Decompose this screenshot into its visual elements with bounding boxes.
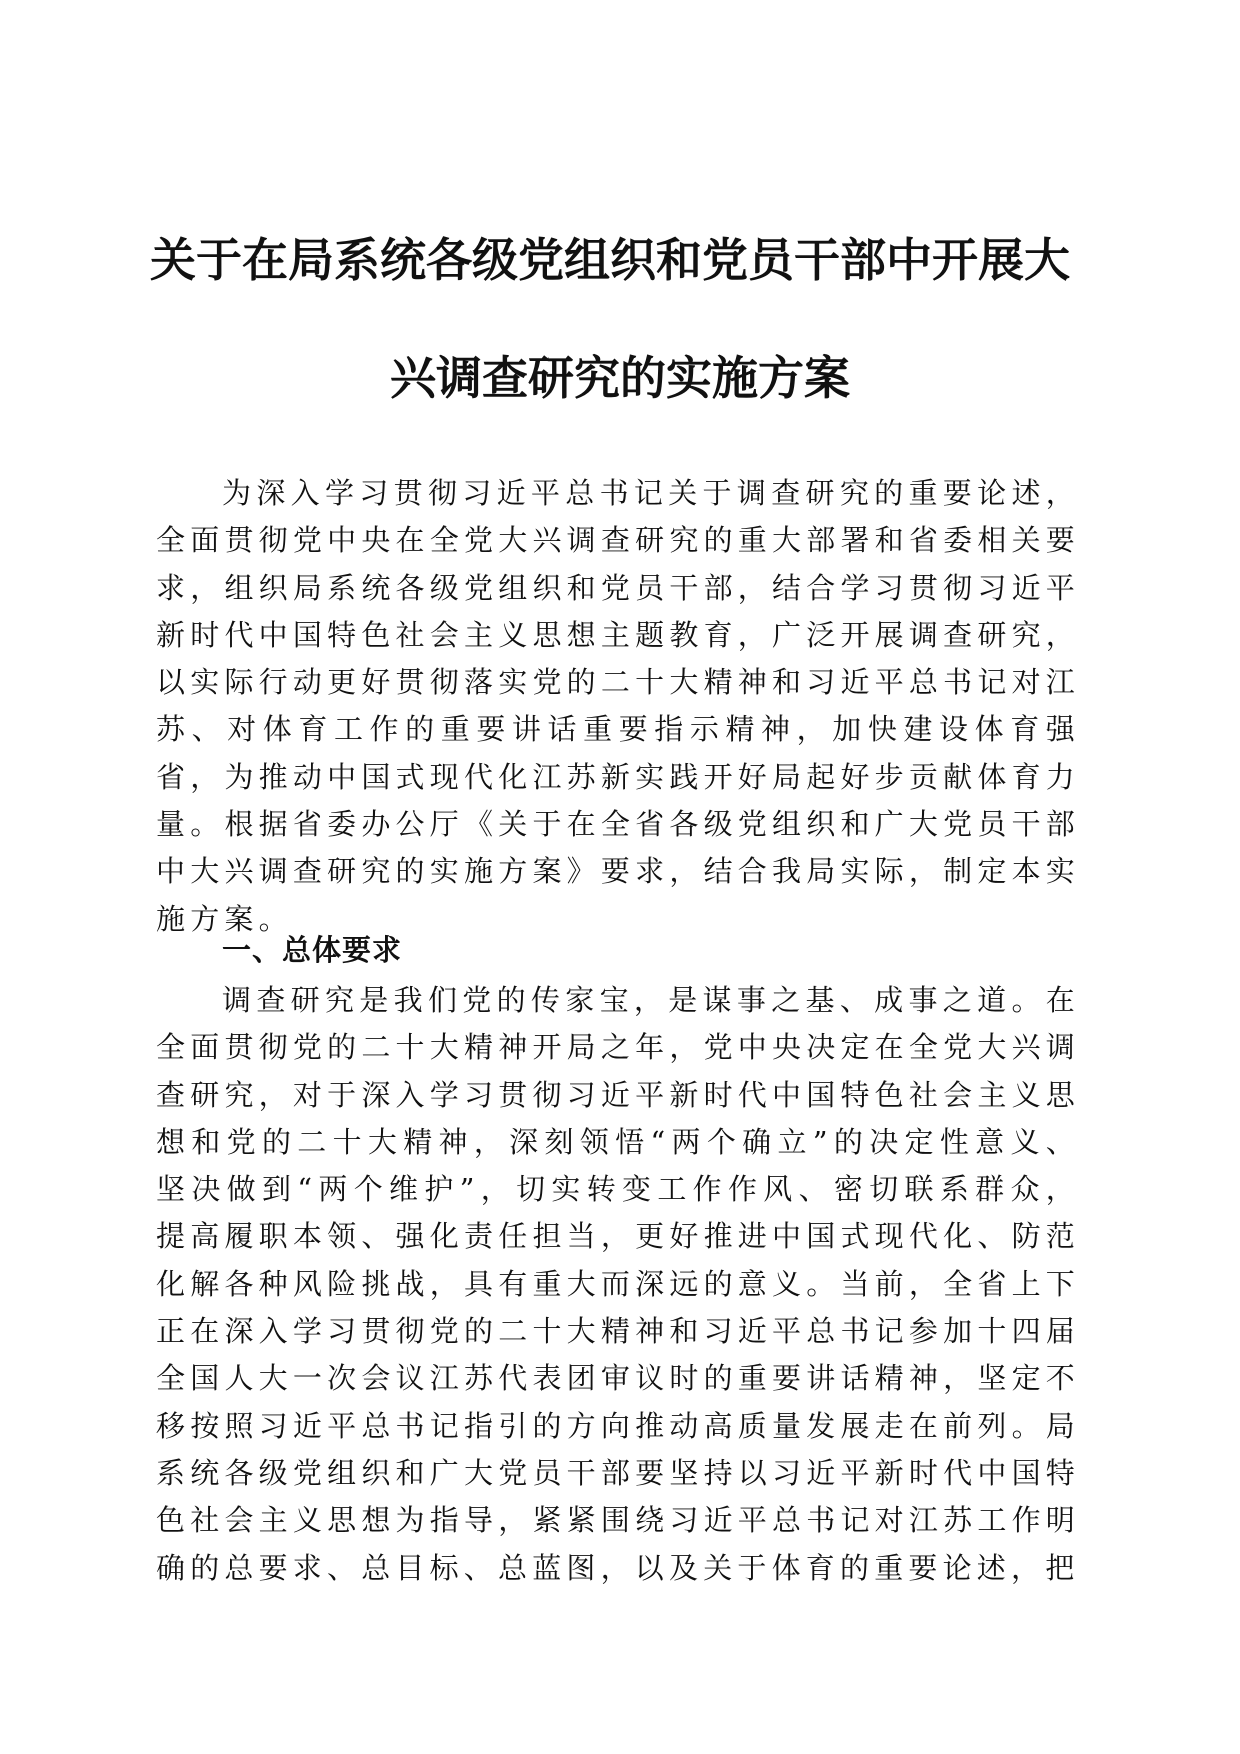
section-1-paragraph: 调查研究是我们党的传家宝，是谋事之基、成事之道。在全面贯彻党的二十大精神开局之年，党中央决定在全党大兴调查研究，对于深入学习贯彻习近平新时代中国特色社会主义思想和党的二十大精神，深刻领悟“两个确立”的决定性意义、坚决做到“两个维护”，切实转变工作作风、密切联系群众，提高履职本领、强化责任担当，更好推进中国式现代化、防范化解各种风险挑战，具有重大而深远的意义。当前，全省上下正在深入学习贯彻党的二十大精神和习近平总书记参加十四届全国人大一次会议江苏代表团审议时的重要讲话精神，坚定不移按照习近平总书记指引的方向推动高质量发展走在前列。局系统各级党组织和广大党员干部要坚持以习近平新时代中国特色社会主义思想为指导，紧紧围绕习近平总书记对江苏工作明确的总要求、总目标、总蓝图，以及关于体育的重要论述，把 bbox=[156, 983, 1080, 1585]
document-title-line-2: 兴调查研究的实施方案 bbox=[390, 351, 850, 405]
document-title-line-1: 关于在局系统各级党组织和党员干部中开展大 bbox=[150, 233, 1070, 287]
section-heading-general-requirements: 一、总体要求 bbox=[222, 933, 403, 967]
intro-paragraph: 为深入学习贯彻习近平总书记关于调查研究的重要论述，全面贯彻党中央在全党大兴调查研究的重大部署和省委相关要求，组织局系统各级党组织和党员干部，结合学习贯彻习近平新时代中国特色社会主义思想主题教育，广泛开展调查研究，以实际行动更好贯彻落实党的二十大精神和习近平总书记对江苏、对体育工作的重要讲话重要指示精神，加快建设体育强省，为推动中国式现代化江苏新实践开好局起好步贡献体育力量。根据省委办公厅《关于在全省各级党组织和广大党员干部中大兴调查研究的实施方案》要求，结合我局实际，制定本实施方案。 bbox=[156, 476, 1080, 936]
